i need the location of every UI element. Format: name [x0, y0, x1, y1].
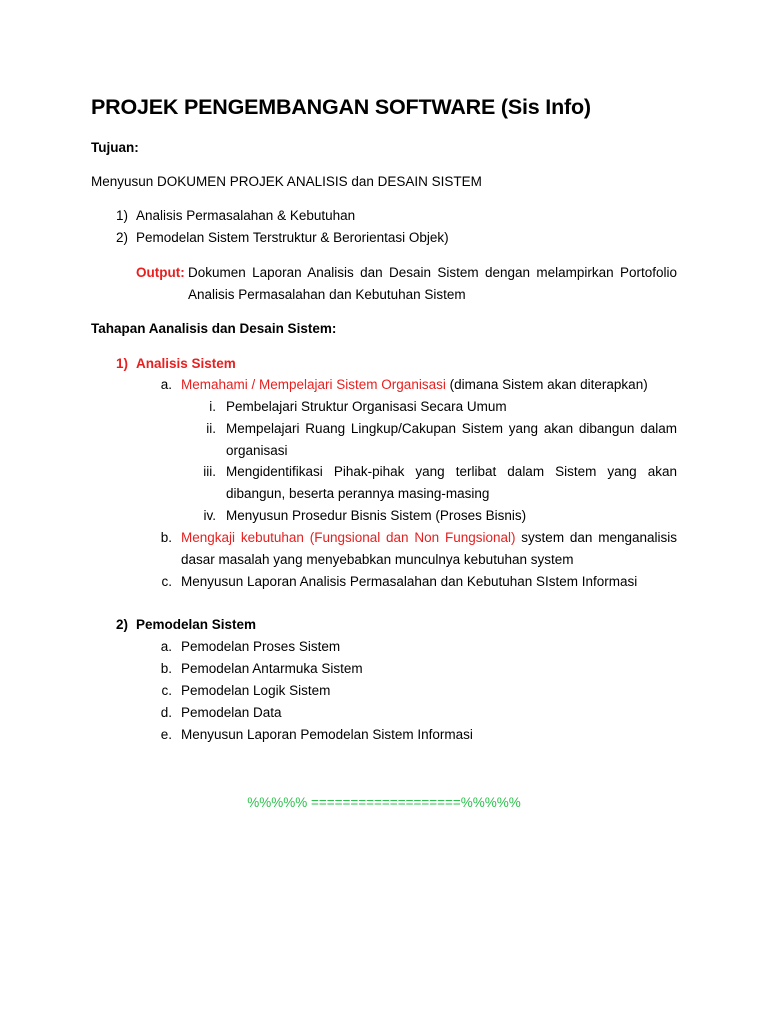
item-b-marker: b.: [160, 530, 172, 545]
output-label: Output:: [136, 265, 185, 280]
item-b-rest: system dan menganalisis: [515, 530, 677, 545]
section-2-marker: 2): [115, 617, 128, 632]
section-2-item: Pemodelan Antarmuka Sistem: [181, 661, 363, 676]
tahapan-heading: Tahapan Aanalisis dan Desain Sistem:: [91, 321, 337, 336]
item-b-highlight: Mengkaji kebutuhan (Fungsional dan Non Fungsional): [181, 530, 516, 545]
section-2-item: Pemodelan Logik Sistem: [181, 683, 331, 698]
subitem-text: Pembelajari Struktur Organisasi Secara Umum: [226, 399, 507, 414]
subitem-marker: ii.: [206, 421, 216, 436]
goal-item: Pemodelan Sistem Terstruktur & Berorientasi Objek): [136, 230, 449, 245]
item-c-text: Menyusun Laporan Analisis Permasalahan dan Kebutuhan SIstem Informasi: [181, 574, 638, 589]
section-2-item: Pemodelan Proses Sistem: [181, 639, 341, 654]
section-2-title: Pemodelan Sistem: [136, 617, 257, 632]
subitem-text: Mengidentifikasi Pihak-pihak yang terlibat dalam Sistem yang akan: [226, 464, 677, 479]
section-2-item: Menyusun Laporan Pemodelan Sistem Informasi: [181, 727, 473, 742]
section-2-item-marker: b.: [160, 661, 172, 676]
item-a-highlight: Memahami / Mempelajari Sistem Organisasi: [181, 377, 446, 392]
item-b-text-continued: dasar masalah yang menyebabkan munculnya kebutuhan system: [181, 552, 574, 567]
tujuan-text: Menyusun DOKUMEN PROJEK ANALISIS dan DESAIN SISTEM: [91, 174, 482, 189]
section-2-item-marker: c.: [161, 683, 172, 698]
section-2-item-marker: d.: [160, 705, 172, 720]
section-2-item-marker: a.: [160, 639, 172, 654]
item-b-text: [181, 530, 677, 545]
subitem-text-continued: organisasi: [226, 443, 288, 458]
item-a-text: [181, 377, 648, 392]
goal-marker: 2): [115, 230, 128, 245]
page-title: PROJEK PENGEMBANGAN SOFTWARE (Sis Info): [91, 95, 591, 119]
footer-separator: %%%%% ===================%%%%%: [247, 795, 521, 810]
subitem-text: Menyusun Prosedur Bisnis Sistem (Proses Bisnis): [226, 508, 527, 523]
subitem-text-continued: dibangun, beserta perannya masing-masing: [226, 486, 490, 501]
section-2-item-marker: e.: [160, 727, 172, 742]
tujuan-label: Tujuan:: [91, 140, 139, 155]
subitem-text: Mempelajari Ruang Lingkup/Cakupan Sistem yang akan dibangun dalam: [226, 421, 677, 436]
item-a-rest: (dimana Sistem akan diterapkan): [445, 377, 648, 392]
section-1-title: Analisis Sistem: [136, 356, 236, 371]
output-line-1: Dokumen Laporan Analisis dan Desain Sistem dengan melampirkan Portofolio: [188, 265, 677, 280]
subitem-marker: iv.: [203, 508, 216, 523]
subitem-marker: i.: [209, 399, 216, 414]
subitem-marker: iii.: [203, 464, 216, 479]
goal-marker: 1): [115, 208, 128, 223]
section-2-item: Pemodelan Data: [181, 705, 282, 720]
goal-item: Analisis Permasalahan & Kebutuhan: [136, 208, 356, 223]
output-line-2: Analisis Permasalahan dan Kebutuhan Sistem: [188, 287, 466, 302]
item-c-marker: c.: [161, 574, 172, 589]
item-a-marker: a.: [160, 377, 172, 392]
section-1-marker: 1): [115, 356, 128, 371]
